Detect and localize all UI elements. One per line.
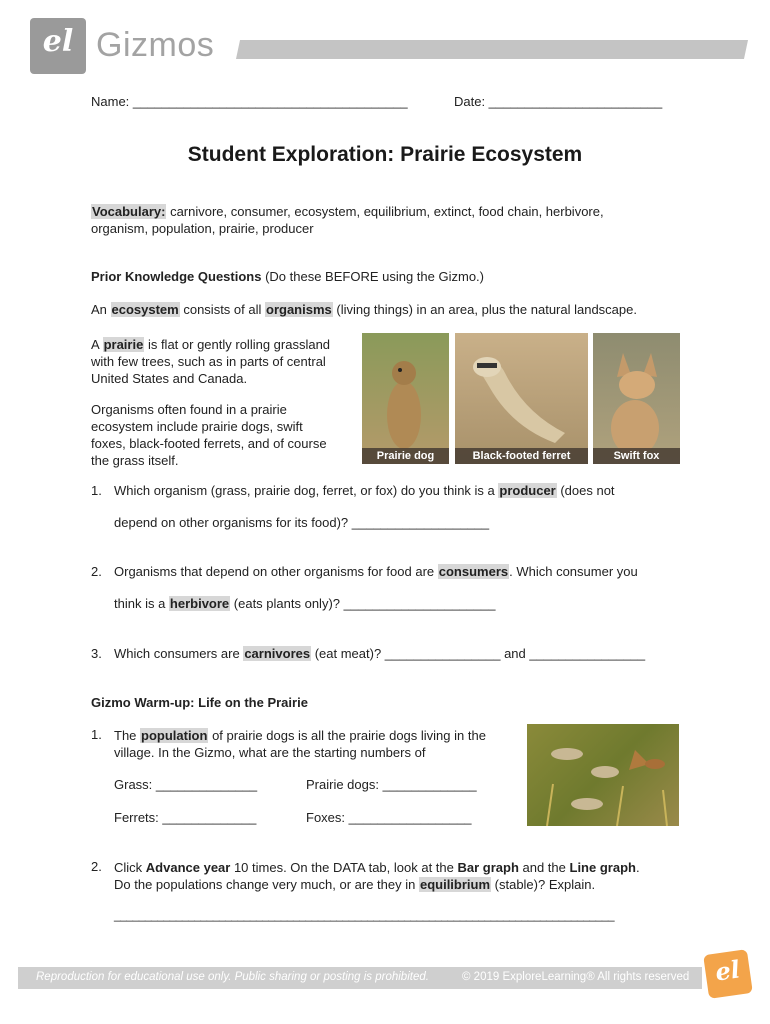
vocabulary-label: Vocabulary: [92,204,166,219]
explorelearning-logo: el [703,949,753,999]
question-1-number: 1. [91,483,102,498]
foxes-field: Foxes: _________________ [306,810,472,825]
prairie-dogs-field: Prairie dogs: _____________ [306,777,477,792]
question-2-number: 2. [91,564,102,579]
question-2-text: Organisms that depend on other organisms for food are consumers. Which consumer you [114,564,638,579]
warmup-1-text: The population of prairie dogs is all the prairie dogs living in the village. In the Gizmo, what are the starting numbers of [114,728,486,760]
warmup-2-answer-line: _________________________________________________________________________________ [114,908,615,922]
organisms-paragraph: Organisms often found in a prairie ecosystem include prairie dogs, swift foxes, black-footed ferrets, and of course the grass itself. [91,402,327,468]
footer-disclaimer: Reproduction for educational use only. Public sharing or posting is prohibited. [36,971,429,983]
photo-caption: Swift fox [593,448,680,464]
warmup-1-number: 1. [91,727,102,742]
name-field: Name: ______________________________________ [91,94,408,109]
footer-copyright: © 2019 ExploreLearning® All rights reserved [462,971,690,983]
question-2-answer: think is a herbivore (eats plants only)? _____________________ [114,596,496,611]
warmup-heading: Gizmo Warm-up: Life on the Prairie [91,695,308,710]
grass-field: Grass: ______________ [114,777,258,792]
prairie-dog-photo [362,333,449,464]
gizmos-logo: el [30,18,86,74]
question-3-number: 3. [91,646,102,661]
prior-knowledge-heading: Prior Knowledge Questions (Do these BEFORE using the Gizmo.) [91,269,484,284]
photo-caption: Prairie dog [362,448,449,464]
swift-fox-photo [593,333,680,464]
question-3-text: Which consumers are carnivores (eat meat)? ________________ and ________________ [114,646,646,661]
gizmo-prairie-image [527,724,679,826]
brand-name: Gizmos [96,26,215,64]
vocabulary-line-1: Vocabulary: carnivore, consumer, ecosystem, equilibrium, extinct, food chain, herbivore, [92,204,604,219]
warmup-2-number: 2. [91,859,102,874]
vocabulary-line-2: organism, population, prairie, producer [91,221,314,236]
date-field: Date: ________________________ [454,94,663,109]
ferret-photo [455,333,588,464]
warmup-2-text: Click Advance year 10 times. On the DATA tab, look at the Bar graph and the Line graph. Do the populations change very much, or are they in equilibrium (stable)? Explain. [114,860,640,892]
ferrets-field: Ferrets: _____________ [114,810,257,825]
question-1-answer: depend on other organisms for its food)? ___________________ [114,515,490,530]
header-bar [236,40,748,59]
question-1-text: Which organism (grass, prairie dog, ferret, or fox) do you think is a producer (does not [114,483,615,498]
photo-caption: Black-footed ferret [455,448,588,464]
page-title: Student Exploration: Prairie Ecosystem [187,143,583,166]
ecosystem-definition: An ecosystem consists of all organisms (living things) in an area, plus the natural landscape. [91,302,637,317]
prairie-paragraph: A prairie is flat or gently rolling grassland with few trees, such as in parts of central United States and Canada. [91,337,331,386]
